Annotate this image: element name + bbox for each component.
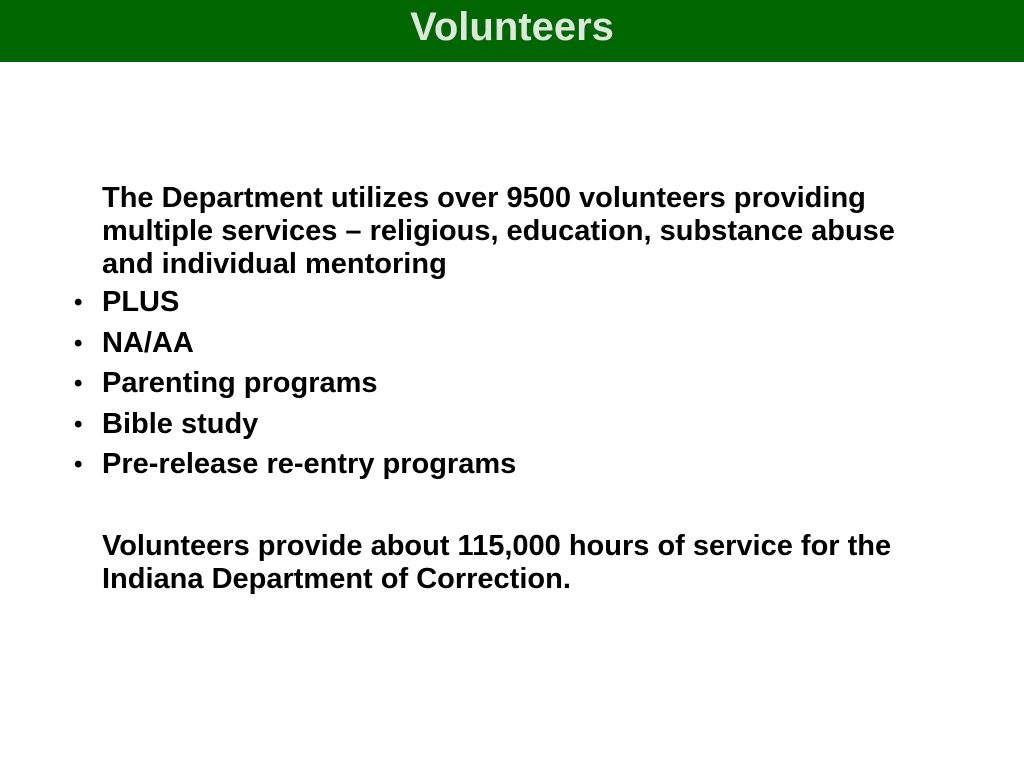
bullet-text: PLUS — [102, 286, 180, 318]
list-item — [0, 327, 1024, 368]
bullet-icon: • — [74, 410, 83, 438]
bullet-text: Bible study — [102, 407, 259, 440]
list-item — [0, 448, 1024, 489]
bullet-text: Pre-release re-entry programs — [102, 448, 517, 480]
list-item — [0, 367, 1024, 408]
closing-paragraph: Volunteers provide about 115,000 hours of service for the Indiana Department of Correction. — [102, 530, 892, 595]
bullet-text: NA/AA — [102, 326, 194, 359]
bullet-text: Parenting programs — [102, 367, 378, 399]
list-item — [0, 286, 1024, 327]
bullet-icon: • — [74, 451, 83, 478]
bullet-icon: • — [74, 289, 83, 316]
intro-paragraph: The Department utilizes over 9500 volunteers providing multiple services – religious, education, substance abuse and individual mentoring — [102, 182, 895, 280]
bullet-list — [0, 286, 1024, 489]
slide-title: Volunteers — [410, 5, 614, 49]
title-bar — [0, 0, 1024, 62]
bullet-icon: • — [74, 370, 83, 397]
list-item — [0, 408, 1024, 449]
bullet-icon: • — [74, 329, 83, 357]
